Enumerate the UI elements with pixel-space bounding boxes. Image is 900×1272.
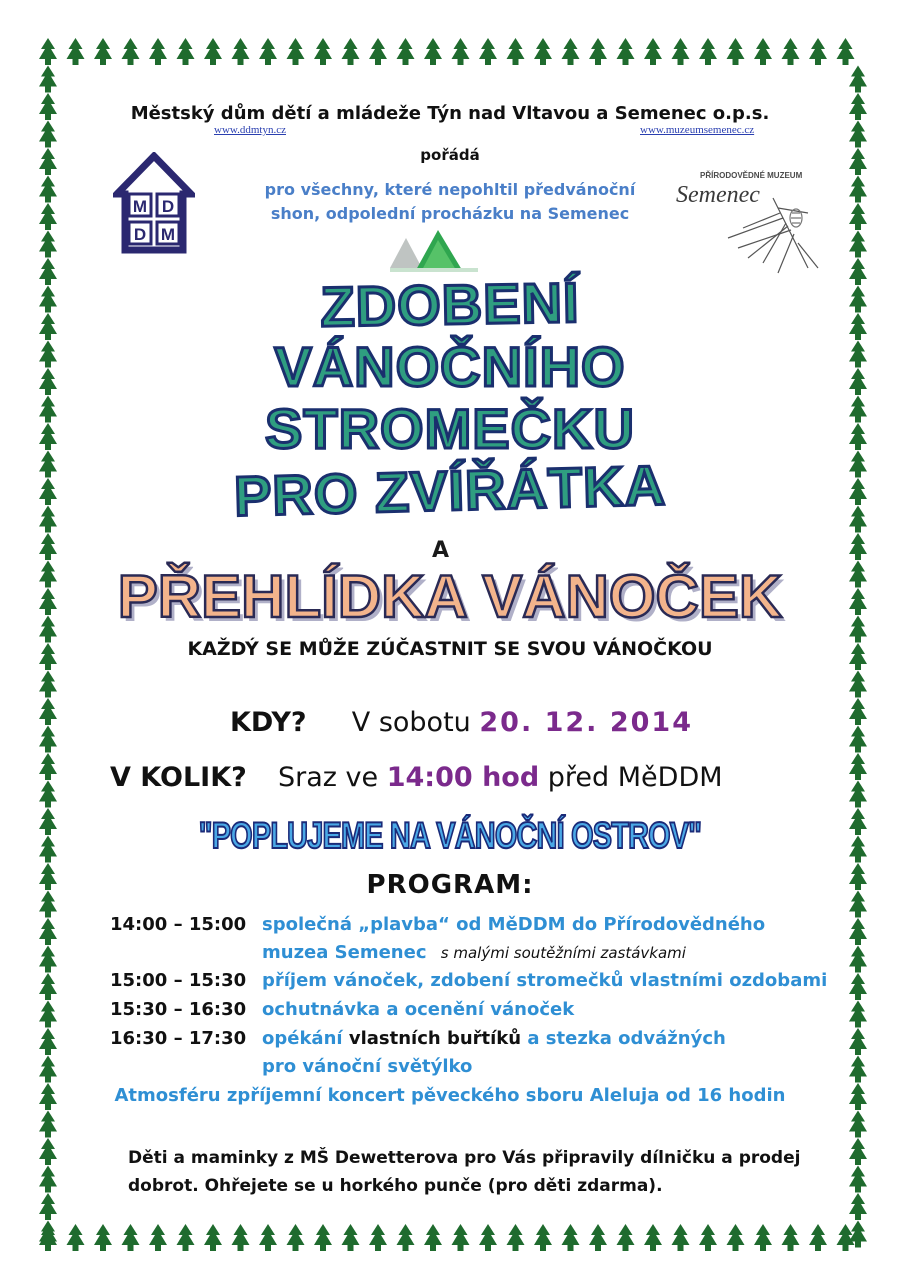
tree-icon	[849, 781, 867, 808]
tree-icon	[809, 38, 827, 65]
tree-icon	[39, 918, 57, 945]
tree-icon	[39, 753, 57, 780]
tree-icon	[94, 1224, 112, 1251]
program-desc-5: opékání	[262, 1028, 343, 1049]
footer-text	[128, 1144, 808, 1200]
mddm-letter-2: D	[161, 197, 175, 216]
tree-icon	[849, 671, 867, 698]
program-desc2-5: a stezka odvážných	[527, 1028, 726, 1049]
tree-icon	[849, 66, 867, 93]
tree-icon	[849, 1111, 867, 1138]
program-heading: PROGRAM:	[366, 870, 534, 900]
tree-icon	[782, 38, 800, 65]
tree-icon	[369, 38, 387, 65]
subtitle: KAŽDÝ SE MŮŽE ZÚČASTNIT SE SVOU VÁNOČKOU	[187, 638, 713, 660]
tree-icon	[39, 1111, 57, 1138]
tree-icon	[259, 1224, 277, 1251]
title-line-4: PRO ZVÍŘÁTKA	[233, 453, 667, 528]
title-line-1: ZDOBENÍ	[319, 270, 581, 339]
title-line-2: VÁNOČNÍHO	[274, 335, 626, 398]
program-row-1	[110, 914, 765, 935]
tree-icon	[727, 1224, 745, 1251]
intro-text	[200, 178, 700, 226]
tree-icon	[39, 946, 57, 973]
program-row-3	[110, 970, 827, 991]
tree-icon	[342, 1224, 360, 1251]
mddm-logo	[113, 152, 195, 254]
tree-icon	[849, 808, 867, 835]
tree-icon	[849, 203, 867, 230]
pine-branch-icon	[728, 198, 818, 273]
tree-icon	[177, 1224, 195, 1251]
tree-icon	[39, 231, 57, 258]
tree-icon	[39, 1138, 57, 1165]
link-muzeumsemenec[interactable]: www.muzeumsemenec.cz	[640, 124, 755, 136]
tree-icon	[39, 121, 57, 148]
tree-icon	[67, 38, 85, 65]
tree-icon	[39, 781, 57, 808]
tree-icon	[39, 973, 57, 1000]
program-row-5	[110, 1028, 726, 1049]
tree-icon	[369, 1224, 387, 1251]
tree-icon	[849, 1056, 867, 1083]
tree-icon	[232, 1224, 250, 1251]
intro-line-1: pro všechny, které nepohltil předvánoční	[264, 180, 636, 199]
tree-icon	[589, 38, 607, 65]
time-place: před MěDDM	[547, 762, 723, 793]
tree-icon	[39, 533, 57, 560]
tree-icon	[397, 1224, 415, 1251]
time-label: V KOLIK?	[110, 762, 247, 793]
tree-icon	[699, 1224, 717, 1251]
mddm-letter-1: M	[132, 197, 148, 216]
atmosphere-text: Atmosféru zpříjemní koncert pěveckého sboru Aleluja od 16 hodin	[114, 1085, 786, 1106]
tree-icon	[849, 918, 867, 945]
small-tree-icon	[386, 228, 482, 274]
when-line	[230, 707, 693, 738]
tree-icon	[849, 121, 867, 148]
time-text: Sraz ve	[277, 762, 379, 793]
tree-icon	[589, 1224, 607, 1251]
time-line	[110, 762, 723, 793]
tree-icon	[617, 1224, 635, 1251]
tree-icon	[39, 66, 57, 93]
tree-icon	[849, 726, 867, 753]
museum-small-text: PŘÍRODOVĚDNÉ MUZEUM	[700, 171, 803, 180]
tree-icon	[849, 946, 867, 973]
program-dark-5: vlastních buřtíků	[348, 1028, 522, 1049]
tree-icon	[39, 1193, 57, 1220]
tree-icon	[39, 1028, 57, 1055]
program-time-3: 15:00 – 15:30	[110, 970, 247, 991]
program-desc-2: muzea Semenec	[262, 942, 427, 963]
tree-icon	[849, 1138, 867, 1165]
tree-icon	[232, 38, 250, 65]
tree-icon	[562, 38, 580, 65]
program-note-2: s malými soutěžními zastávkami	[440, 944, 686, 962]
program-time-5: 16:30 – 17:30	[110, 1028, 247, 1049]
tree-icon	[562, 1224, 580, 1251]
tree-icon	[534, 38, 552, 65]
tree-icon	[849, 1166, 867, 1193]
program-row-4	[110, 999, 574, 1020]
tree-icon	[177, 38, 195, 65]
when-date: 20. 12. 2014	[479, 707, 693, 738]
tree-icon	[204, 1224, 222, 1251]
tree-icon	[617, 38, 635, 65]
tree-icon	[849, 1001, 867, 1028]
tree-icon	[397, 38, 415, 65]
footer-line-1: Děti a maminky z MŠ Dewetterova pro Vás připravily dílničku a prodej	[128, 1148, 801, 1168]
tree-icon	[727, 38, 745, 65]
tree-icon	[149, 1224, 167, 1251]
tree-icon	[534, 1224, 552, 1251]
mddm-letter-4: M	[160, 225, 176, 244]
tree-icon	[287, 1224, 305, 1251]
tree-icon	[67, 1224, 85, 1251]
tree-icon	[849, 973, 867, 1000]
program-row-6	[110, 1056, 472, 1077]
tree-icon	[849, 231, 867, 258]
tree-icon	[849, 698, 867, 725]
program-desc-4: ochutnávka a ocenění vánoček	[262, 999, 575, 1020]
tree-icon	[314, 38, 332, 65]
footer-line-2: dobrot. Ohřejete se u horkého punče (pro děti zdarma).	[128, 1176, 663, 1196]
tree-icon	[149, 38, 167, 65]
organizes-label: pořádá	[420, 146, 480, 164]
tree-icon	[314, 1224, 332, 1251]
tree-icon	[342, 38, 360, 65]
organizer-title: Městský dům dětí a mládeže Týn nad Vltavou a Semenec o.p.s.	[130, 103, 770, 124]
tree-icon	[837, 38, 855, 65]
tree-icon	[479, 38, 497, 65]
tree-icon	[754, 38, 772, 65]
time-hour: 14:00 hod	[386, 762, 540, 793]
tree-icon	[644, 38, 662, 65]
tree-icon	[754, 1224, 772, 1251]
museum-name: Semenec	[676, 182, 760, 208]
tree-icon	[672, 1224, 690, 1251]
tree-icon	[424, 38, 442, 65]
title-line-3: STROMEČKU	[265, 397, 635, 460]
tree-icon	[672, 38, 690, 65]
second-title: PŘEHLÍDKA VÁNOČEK	[117, 563, 783, 630]
tree-icon	[507, 38, 525, 65]
tree-icon	[849, 836, 867, 863]
tree-icon	[39, 836, 57, 863]
tree-icon	[479, 1224, 497, 1251]
tree-icon	[809, 1224, 827, 1251]
tree-icon	[39, 203, 57, 230]
when-text: V sobotu	[351, 707, 471, 738]
tree-icon	[452, 38, 470, 65]
tree-icon	[507, 1224, 525, 1251]
link-ddmtyn[interactable]: www.ddmtyn.cz	[214, 124, 286, 136]
tree-icon	[94, 38, 112, 65]
program-row-2	[110, 942, 686, 963]
intro-line-2: shon, odpolední procházku na Semenec	[270, 204, 630, 223]
tree-icon	[849, 176, 867, 203]
tree-icon	[39, 726, 57, 753]
tree-icon	[644, 1224, 662, 1251]
tree-icon	[122, 1224, 140, 1251]
tree-icon	[259, 38, 277, 65]
mddm-letter-3: D	[133, 225, 147, 244]
tree-icon	[849, 753, 867, 780]
tree-icon	[204, 38, 222, 65]
program-desc-1: společná „plavba“ od MěDDM do Přírodovědného	[262, 914, 766, 935]
motto: "POPLUJEME NA VÁNOČNÍ OSTROV"	[198, 815, 702, 856]
tree-icon	[39, 1001, 57, 1028]
tree-icon	[39, 38, 57, 65]
tree-icon	[699, 38, 717, 65]
program-time-1: 14:00 – 15:00	[110, 914, 247, 935]
tree-icon	[39, 671, 57, 698]
program-desc-3: příjem vánoček, zdobení stromečků vlastními ozdobami	[262, 970, 828, 991]
tree-icon	[39, 176, 57, 203]
tree-icon	[849, 533, 867, 560]
tree-icon	[39, 1166, 57, 1193]
tree-icon	[39, 698, 57, 725]
connector-a: A	[432, 538, 450, 563]
program-time-4: 15:30 – 16:30	[110, 999, 247, 1020]
tree-icon	[122, 38, 140, 65]
tree-icon	[452, 1224, 470, 1251]
tree-icon	[782, 1224, 800, 1251]
tree-icon	[39, 808, 57, 835]
tree-icon	[287, 38, 305, 65]
tree-icon	[849, 1193, 867, 1220]
tree-icon	[849, 1028, 867, 1055]
when-label: KDY?	[230, 707, 307, 738]
tree-icon	[39, 1056, 57, 1083]
tree-icon	[424, 1224, 442, 1251]
program-desc-6: pro vánoční světýlko	[262, 1056, 473, 1077]
